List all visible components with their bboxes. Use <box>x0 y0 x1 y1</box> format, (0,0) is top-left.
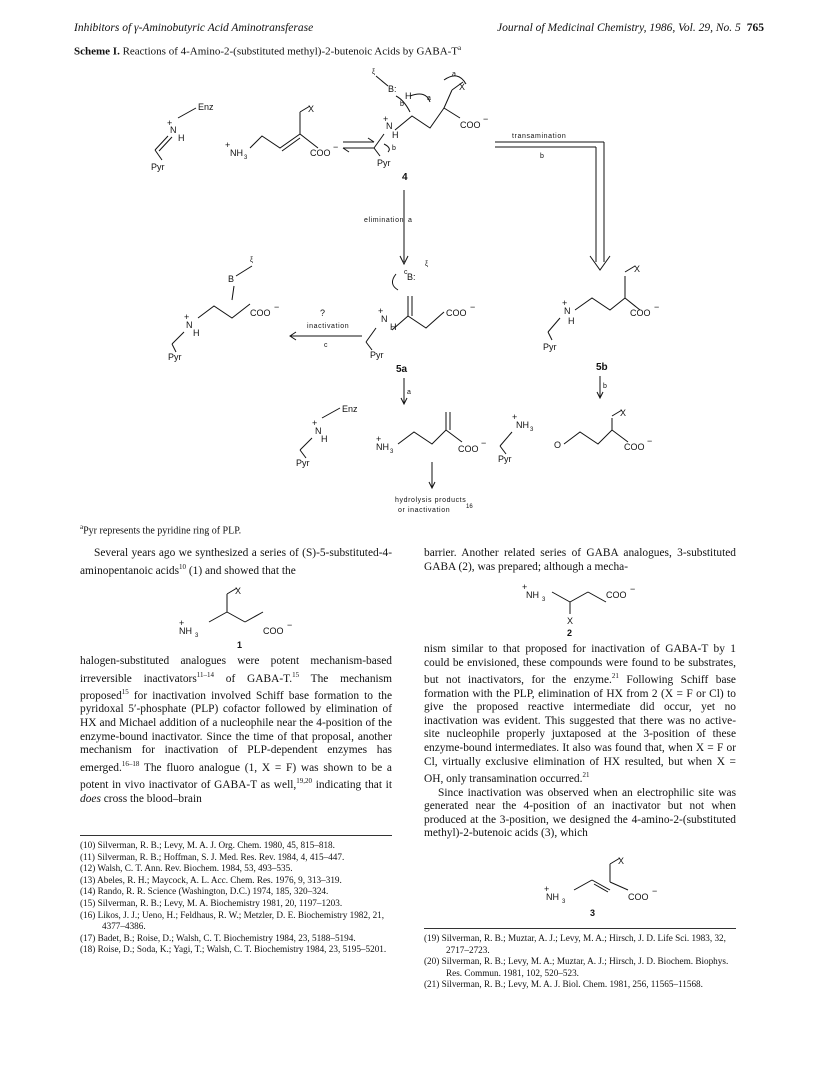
svg-text:N: N <box>381 314 388 324</box>
svg-text:B:: B: <box>388 84 397 94</box>
charge-plus: + <box>167 118 173 128</box>
svg-text:COO: COO <box>263 626 284 636</box>
compound-4-label: 4 <box>402 172 408 183</box>
equilibrium-arrow <box>343 138 374 152</box>
svg-text:NH: NH <box>230 148 243 158</box>
svg-text:+: + <box>544 884 550 894</box>
svg-text:+: + <box>562 298 568 308</box>
svg-text:B:: B: <box>407 272 416 282</box>
reference-item: (18) Roise, D.; Soda, K.; Yagi, T.; Walsh, C. T. Biochemistry 1984, 23, 5195–5201. <box>80 944 387 955</box>
svg-text:B: B <box>228 274 235 284</box>
svg-text:H: H <box>321 434 328 444</box>
svg-text:a: a <box>407 389 411 396</box>
down-arrow-5a <box>401 378 411 404</box>
svg-text:−: − <box>647 436 653 446</box>
svg-text:H: H <box>568 316 575 326</box>
running-header-journal: Journal of Medicinal Chemistry, 1986, Vol. 29, No. 5 765 <box>497 22 764 34</box>
svg-text:16: 16 <box>466 504 473 510</box>
reference-item: (17) Badet, B.; Roise, D.; Walsh, C. T. Biochemistry 1984, 23, 5188–5194. <box>80 932 356 943</box>
svg-text:Pyr: Pyr <box>296 458 310 468</box>
left-column-paragraph-1: Several years ago we synthesized a series of (S)-5-substituted-4-aminopentanoic acids$^{10}$ (1) and showed that the <box>80 547 392 577</box>
footnote-rule-left <box>80 835 392 836</box>
compound-2-label: 2 <box>567 628 573 638</box>
atom-x: X <box>308 104 315 114</box>
svg-text:COO: COO <box>460 120 481 130</box>
svg-text:H: H <box>392 130 399 140</box>
transamination-arrow <box>495 133 610 270</box>
svg-text:COO: COO <box>628 892 649 902</box>
svg-text:−: − <box>274 302 280 312</box>
svg-text:O: O <box>554 440 562 450</box>
reference-item: (16) Likos, J. J.; Ueno, H.; Feldhaus, R. W.; Metzler, D. E. Biochemistry 1982, 21, 4377–4386. <box>80 909 385 932</box>
svg-text:b: b <box>540 153 544 160</box>
svg-text:Pyr: Pyr <box>498 454 512 464</box>
reference-item: (14) Rando, R. R. Science (Washington, D.C.) 1974, 185, 320–324. <box>80 886 329 897</box>
compound-5a-label: 5a <box>396 364 408 375</box>
svg-text:−: − <box>652 886 658 896</box>
structure-enz-imine <box>151 102 214 172</box>
atom-enz: Enz <box>198 102 214 112</box>
svg-text:a: a <box>427 95 431 102</box>
inactivation-label: inactivation <box>307 323 350 330</box>
atom-h: H <box>178 133 185 143</box>
right-column-paragraph-1: barrier. Another related series of GABA analogues, 3-substituted GABA (2), was prepared; although a mecha- <box>424 547 736 573</box>
svg-text:X: X <box>618 856 625 866</box>
structure-aldehyde-product <box>554 408 652 452</box>
structure-hydrolysis-product <box>376 412 486 455</box>
down-arrow-5b <box>597 376 607 398</box>
transamination-label: transamination <box>512 133 567 140</box>
svg-text:+: + <box>225 140 231 150</box>
svg-text:3: 3 <box>390 449 394 455</box>
svg-text:H: H <box>390 322 397 332</box>
svg-text:Pyr: Pyr <box>370 350 384 360</box>
svg-text:COO: COO <box>624 442 645 452</box>
reference-item: (19) Silverman, R. B.; Muztar, A. J.; Levy, M. A.; Hirsch, J. D. Life Sci. 1983, 32, 2717–2723. <box>424 933 726 955</box>
svg-text:COO: COO <box>458 444 479 454</box>
svg-text:+: + <box>312 418 318 428</box>
svg-text:X: X <box>620 408 627 418</box>
elimination-arrow <box>364 190 412 264</box>
reference-item: (13) Abeles, R. H.; Maycock, A. L. Acc. Chem. Res. 1976, 9, 313–319. <box>80 874 342 885</box>
compound-5b-label: 5b <box>596 362 608 373</box>
svg-text:3: 3 <box>530 427 534 433</box>
svg-text:−: − <box>481 438 487 448</box>
reference-item: (21) Silverman, R. B.; Levy, M. A. J. Biol. Chem. 1981, 256, 11565–11568. <box>424 979 703 990</box>
svg-text:COO: COO <box>606 590 627 600</box>
left-column-paragraph-2: halogen-substituted analogues were potent mechanism-based irreversible inactivators$^{11-14}$ of GABA-T.$^{15}$ The mechanism proposed$^{15}$ for inactivation involved Schiff base formation to the pyridoxal 5′-phosphate (PLP) cofactor followed by elimination of HX and Michael addition of a nucleophile near the 4-position of the enzyme-bound inactivator. Since the time of that proposal, another mechanism for inactivation of PLP-dependent enzymes has emerged.$^{16-18}$ The fluoro analogue (1, X = F) was shown to be a potent in vivo inactivator of GABA-T as well,$^{19,20}$ indicating that it does cross the blood–brain <box>80 655 393 805</box>
svg-text:COO: COO <box>630 308 651 318</box>
svg-text:COO: COO <box>250 308 271 318</box>
svg-text:b: b <box>603 383 607 390</box>
svg-text:NH: NH <box>179 626 192 636</box>
structure-pmp <box>498 412 534 464</box>
svg-text:3: 3 <box>195 633 199 639</box>
svg-text:c: c <box>324 342 328 349</box>
svg-text:NH: NH <box>376 442 389 452</box>
svg-text:or inactivation: or inactivation <box>398 507 451 514</box>
reference-item: (15) Silverman, R. B.; Levy, M. A. Biochemistry 1981, 20, 1197–1203. <box>80 897 343 908</box>
svg-text:−: − <box>287 620 293 630</box>
svg-text:b: b <box>400 101 404 108</box>
reference-item: (10) Silverman, R. B.; Levy, M. A. J. Org. Chem. 1980, 45, 815–818. <box>80 840 335 850</box>
svg-text:NH: NH <box>516 420 529 430</box>
svg-text:3: 3 <box>244 155 248 161</box>
svg-text:−: − <box>654 302 660 312</box>
svg-text:+: + <box>376 434 382 444</box>
svg-text:−: − <box>333 142 339 152</box>
structure-5a <box>366 261 475 375</box>
svg-text:ξ: ξ <box>250 257 254 264</box>
structure-4 <box>372 69 488 183</box>
structure-3 <box>540 856 680 918</box>
svg-text:N: N <box>386 121 393 131</box>
svg-text:+: + <box>512 412 518 422</box>
svg-text:+: + <box>383 114 389 124</box>
page-number: 765 <box>746 22 764 34</box>
svg-text:3: 3 <box>562 899 566 905</box>
svg-text:?: ? <box>320 308 326 318</box>
svg-text:c: c <box>404 269 408 276</box>
svg-text:Pyr: Pyr <box>377 158 391 168</box>
structure-1 <box>175 582 315 650</box>
svg-text:+: + <box>179 618 185 628</box>
svg-text:X: X <box>459 82 466 92</box>
svg-text:a: a <box>408 217 412 224</box>
svg-text:b: b <box>392 145 396 152</box>
svg-text:ξ: ξ <box>372 69 376 76</box>
svg-text:−: − <box>483 114 489 124</box>
hydrolysis-arrow <box>395 462 473 514</box>
svg-text:−: − <box>470 302 476 312</box>
svg-text:X: X <box>567 616 574 626</box>
svg-text:a: a <box>452 71 456 78</box>
svg-text:N: N <box>315 426 322 436</box>
elimination-label: elimination <box>364 217 405 224</box>
svg-text:Pyr: Pyr <box>168 352 182 362</box>
hydrolysis-label: hydrolysis products <box>395 497 467 504</box>
svg-text:H: H <box>193 328 200 338</box>
references-right <box>424 933 736 991</box>
svg-text:+: + <box>378 306 384 316</box>
footnote-rule-right <box>424 928 736 929</box>
svg-text:N: N <box>186 320 193 330</box>
svg-text:+: + <box>184 312 190 322</box>
svg-text:X: X <box>235 586 242 596</box>
svg-text:NH: NH <box>526 590 539 600</box>
scheme-footnote-mark: a <box>458 44 462 52</box>
svg-text:H: H <box>405 91 412 101</box>
scheme-caption: Reactions of 4-Amino-2-(substituted methyl)-2-butenoic Acids by GABA-T <box>122 45 459 58</box>
structure-5b <box>543 264 659 373</box>
svg-text:Enz: Enz <box>342 404 358 414</box>
atom-n: N <box>170 125 177 135</box>
scheme-footnote: $^a$Pyr represents the pyridine ring of PLP. <box>80 523 242 537</box>
atom-pyr: Pyr <box>151 162 165 172</box>
structure-inactivation-product <box>168 257 279 362</box>
running-header-title: Inhibitors of γ-Aminobutyric Acid Aminotransferase <box>74 22 314 34</box>
structure-2 <box>522 582 662 638</box>
svg-text:−: − <box>630 584 636 594</box>
reaction-scheme <box>0 0 820 520</box>
svg-text:+: + <box>522 582 528 592</box>
right-column-paragraph-2: nism similar to that proposed for inactivation of GABA-T by 1 could be envisioned, these compounds were found to be substrates, but not inactivators, for the enzyme.$^{21}$ Following Schiff base formation with the PLP, elimination of HX from 2 (X = F or Cl) to give the proposed reactive intermediate did occur, yet no inactivation was evident. This suggested that there was no active-site nucleophile properly juxtaposed at the 3-position of these enzyme-bound intermediates. It also was found that, when X = F or Cl, virtually exclusive elimination of HX resulted, but when X = OH, only transamination occurred.$^{21}$ Since inactivation was observed when an electrophilic site was generated near the 4-position of an inactivator but not when produced at the 3-position, we designed the 4-amino-2-(substituted methyl)-2-butenoic acids (3), which <box>424 643 736 840</box>
references-left <box>80 840 392 956</box>
structure-inactivator-3 <box>225 104 338 161</box>
svg-text:X: X <box>634 264 641 274</box>
svg-text:3: 3 <box>542 597 546 603</box>
svg-text:NH: NH <box>546 892 559 902</box>
reference-item: (11) Silverman, R. B.; Hoffman, S. J. Med. Res. Rev. 1984, 4, 415–447. <box>80 851 345 862</box>
svg-text:ξ: ξ <box>425 261 429 268</box>
inactivation-arrow <box>290 308 362 349</box>
reference-item: (20) Silverman, R. B.; Levy, M. A.; Muztar, A. J.; Hirsch, J. D. Biochem. Biophys. Res. Commun. 1981, 102, 520–523. <box>424 956 729 978</box>
atom-coo: COO <box>310 148 331 158</box>
structure-enz-imine-bottom <box>296 404 358 468</box>
svg-text:COO: COO <box>446 308 467 318</box>
scheme-label: Scheme I. <box>74 45 120 58</box>
svg-text:N: N <box>564 306 571 316</box>
reference-item: (12) Walsh, C. T. Ann. Rev. Biochem. 1984, 53, 493–535. <box>80 863 293 874</box>
compound-1-label: 1 <box>237 640 243 650</box>
compound-3-label: 3 <box>590 908 596 918</box>
svg-text:Pyr: Pyr <box>543 342 557 352</box>
